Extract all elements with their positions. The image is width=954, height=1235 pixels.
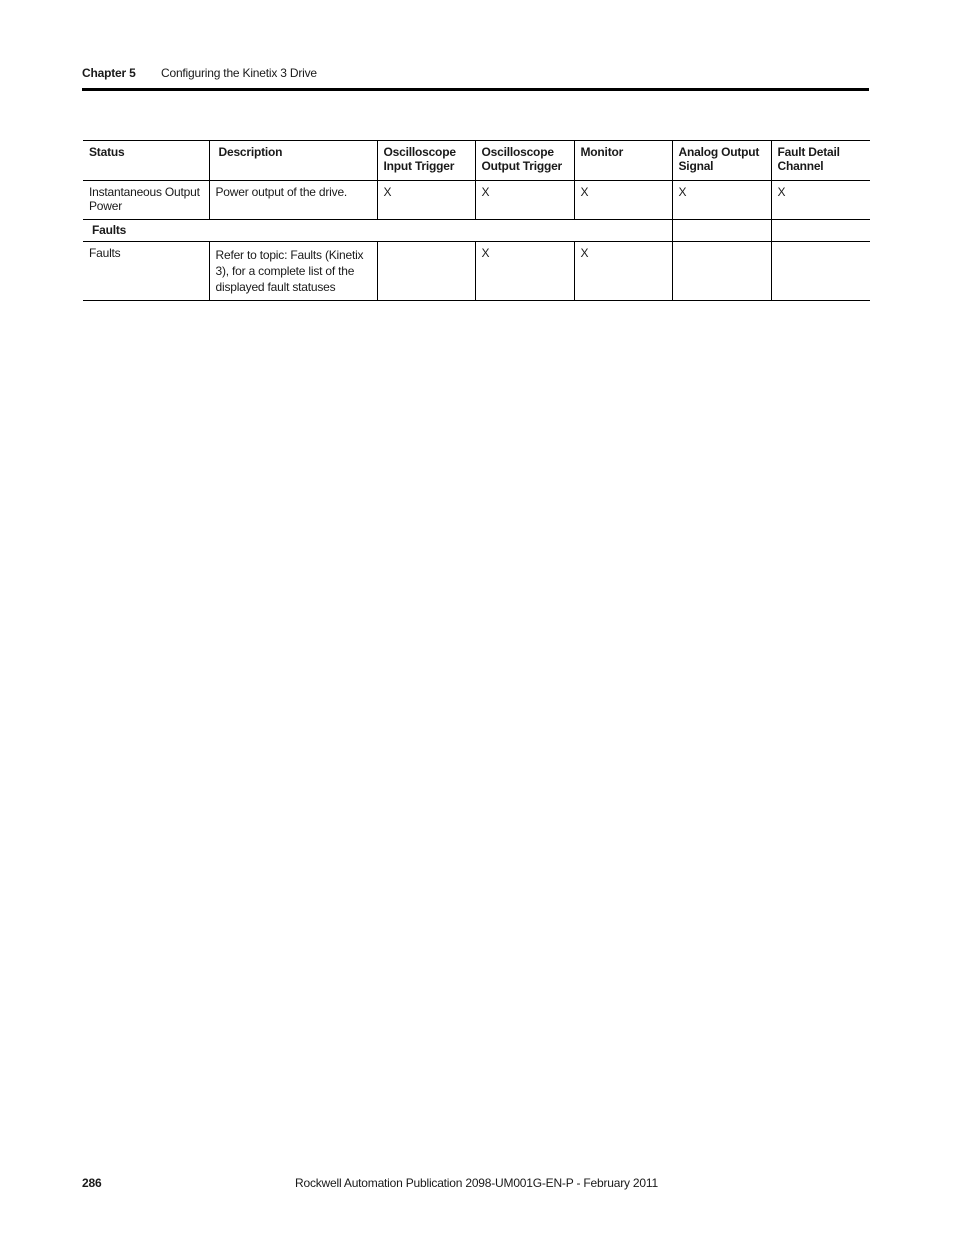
cell-empty <box>672 220 771 242</box>
cell-osc-input <box>377 242 475 301</box>
column-header-status: Status <box>89 145 125 159</box>
table-row <box>83 242 870 301</box>
cell-status: Faults <box>89 246 121 260</box>
table-header-row <box>83 141 870 181</box>
cell-monitor: X <box>574 181 672 220</box>
section-heading: Faults <box>92 223 127 237</box>
cell-monitor: X <box>574 242 672 301</box>
column-header-monitor: Monitor <box>574 141 672 181</box>
status-table <box>83 140 870 301</box>
table-row <box>83 181 870 220</box>
cell-osc-output: X <box>475 181 574 220</box>
chapter-label: Chapter 5 <box>82 66 136 80</box>
cell-analog: X <box>672 181 771 220</box>
column-header-analog-output-signal: Analog Output Signal <box>672 141 771 181</box>
cell-osc-output: X <box>475 242 574 301</box>
column-header-description: Description <box>209 141 377 181</box>
publication-footer: Rockwell Automation Publication 2098-UM001G-EN-P - February 2011 <box>295 1176 658 1190</box>
cell-fault-detail: X <box>771 181 870 220</box>
cell-description: Power output of the drive. <box>209 181 377 220</box>
cell-description: Refer to topic: Faults (Kinetix 3), for a complete list of the displayed fault statuses <box>209 242 377 301</box>
column-header-fault-detail-channel: Fault Detail Channel <box>771 141 870 181</box>
cell-empty <box>771 220 870 242</box>
column-header-osc-input-trigger: Oscilloscope Input Trigger <box>377 141 475 181</box>
page-header <box>82 66 869 91</box>
cell-fault-detail <box>771 242 870 301</box>
column-header-osc-output-trigger: Oscilloscope Output Trigger <box>475 141 574 181</box>
section-row <box>83 220 870 242</box>
cell-osc-input: X <box>377 181 475 220</box>
cell-status: Instantaneous Output Power <box>89 185 200 213</box>
cell-analog <box>672 242 771 301</box>
page-number: 286 <box>82 1176 102 1190</box>
chapter-title: Configuring the Kinetix 3 Drive <box>161 66 317 80</box>
